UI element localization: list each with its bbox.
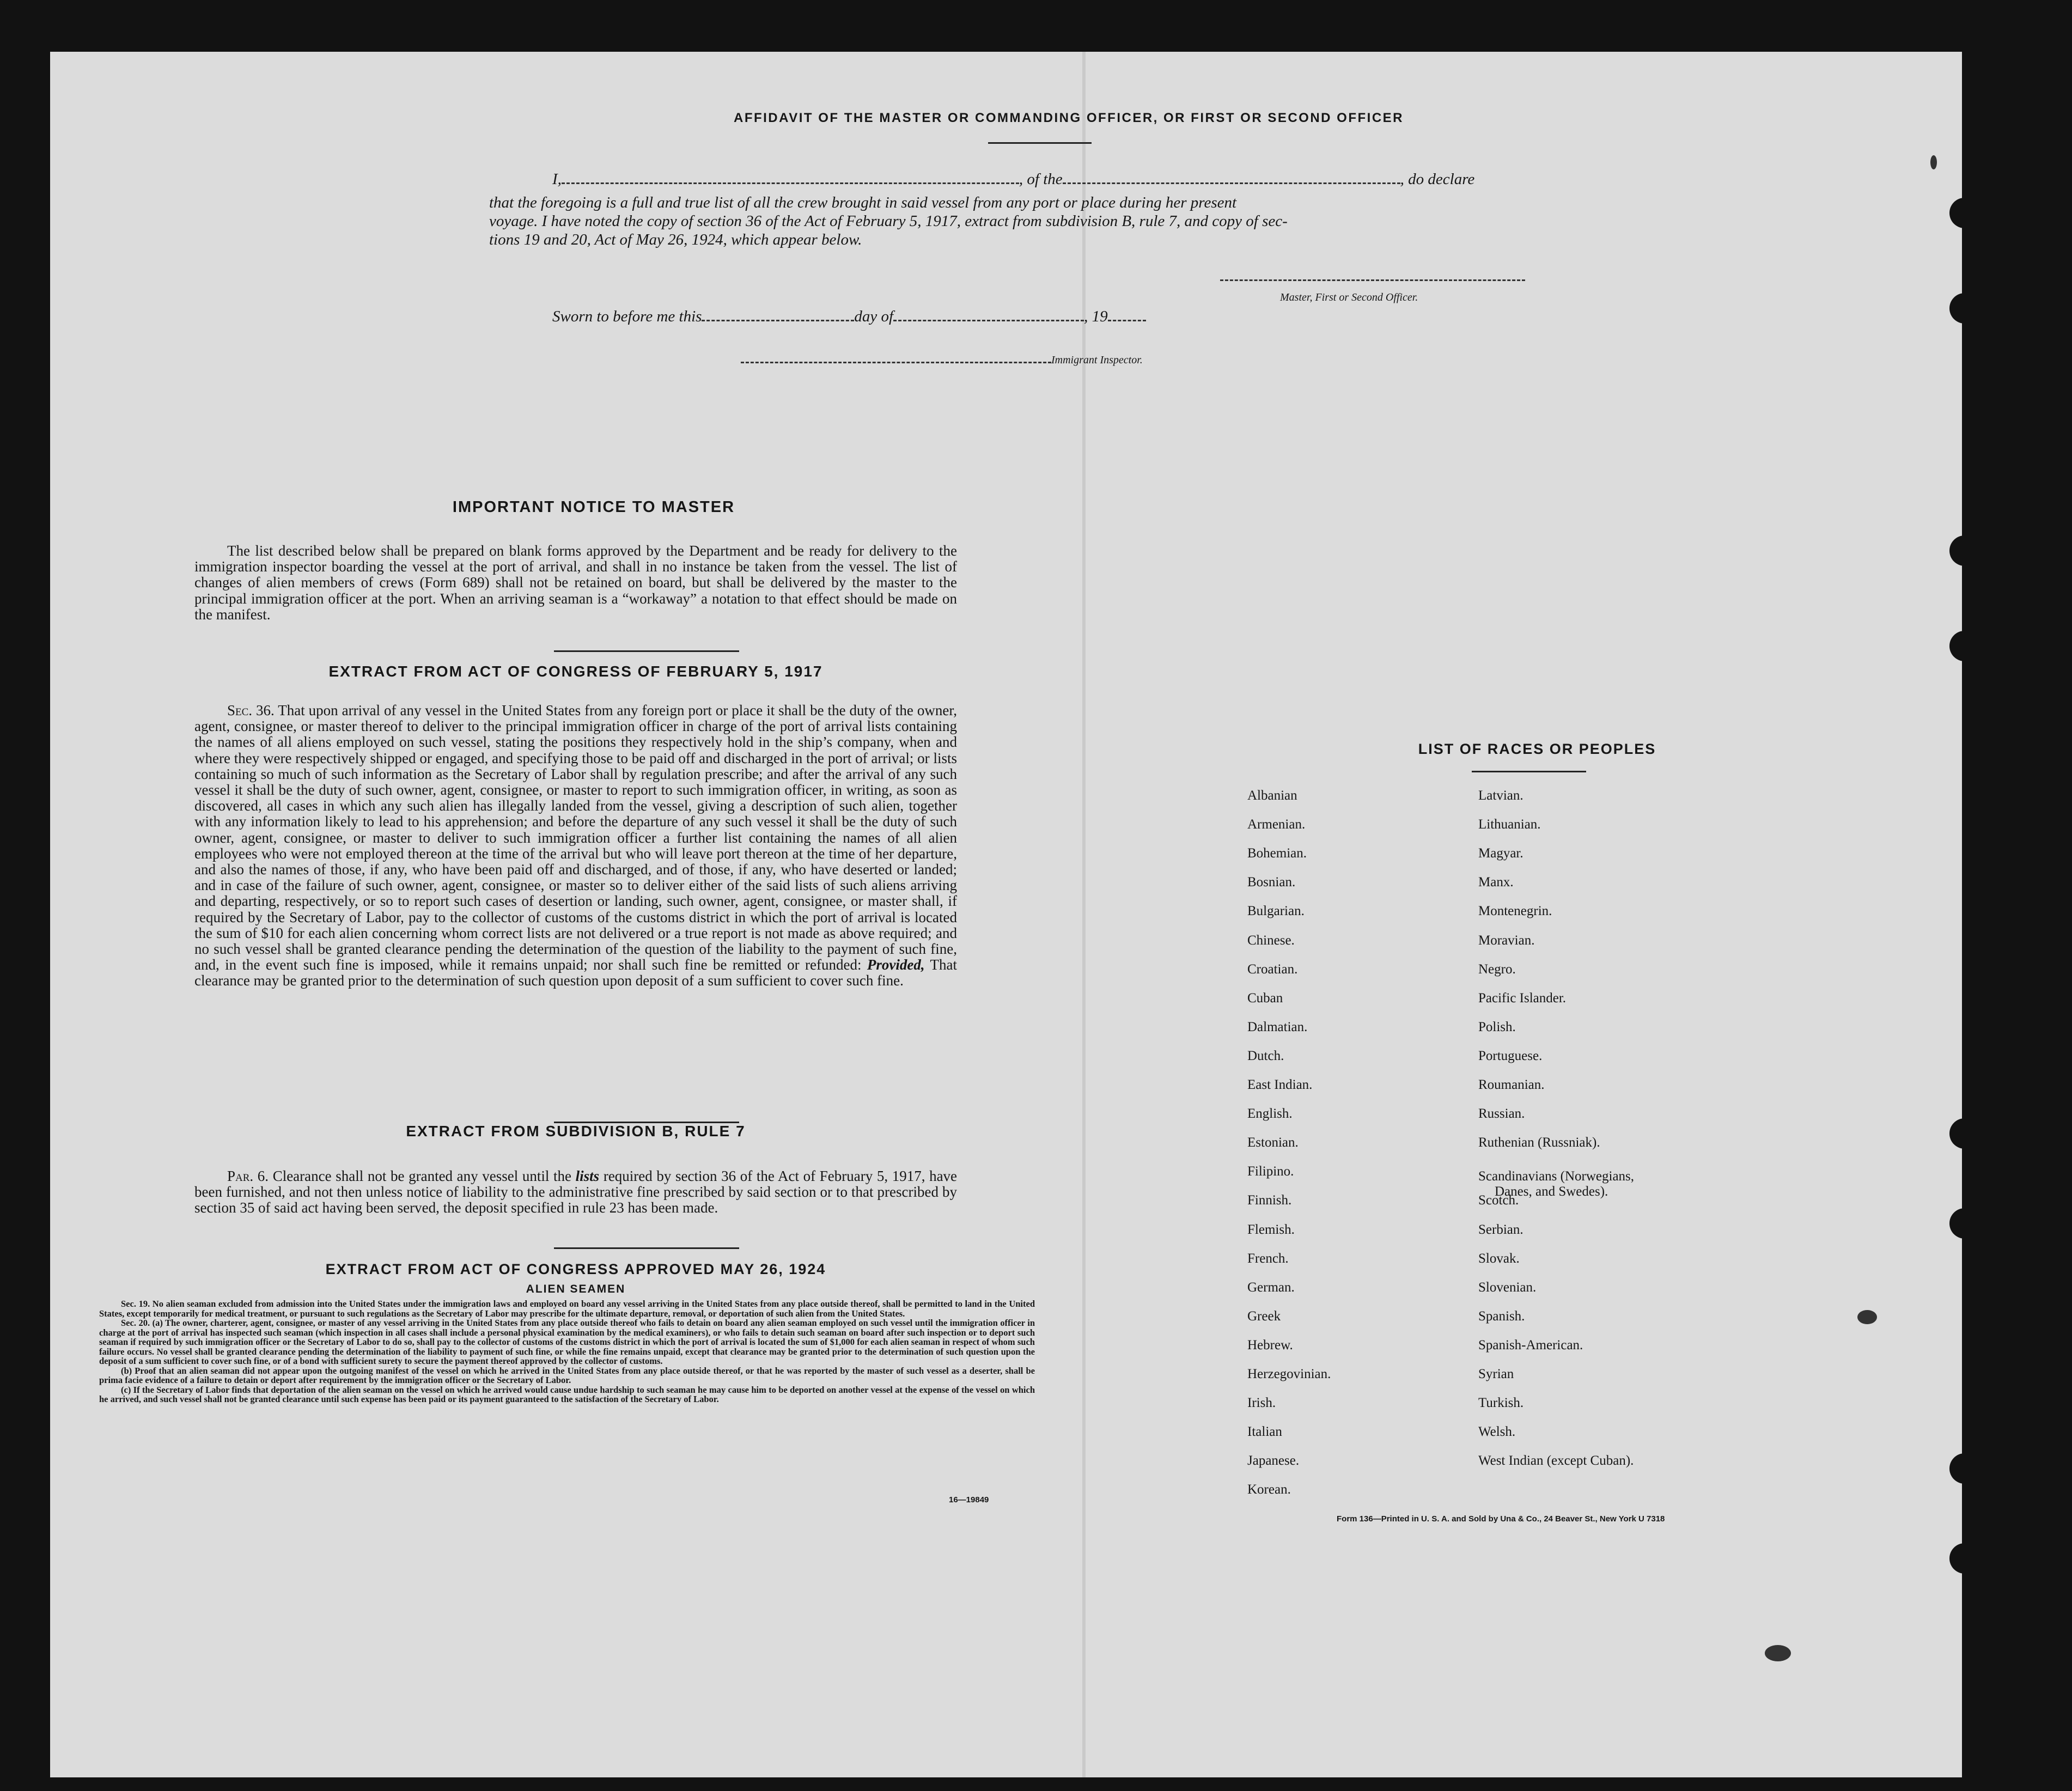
extract-1924-text <box>99 1299 1035 1404</box>
sec-36-body-end: That clearance may be granted prior to the determination of such question upon deposit of a sum sufficient to cover such fine. <box>194 957 958 989</box>
race-item: Estonian. <box>1247 1135 1299 1150</box>
race-item: Cuban <box>1247 990 1283 1006</box>
affidavit-title: AFFIDAVIT OF THE MASTER OR COMMANDING OFFICER, OR FIRST OR SECOND OFFICER <box>733 111 1404 125</box>
race-item: Flemish. <box>1247 1222 1295 1237</box>
race-item: West Indian (except Cuban). <box>1478 1453 1634 1469</box>
extract-1924-heading: EXTRACT FROM ACT OF CONGRESS APPROVED MAY 26, 1924 <box>325 1261 826 1277</box>
inspector-line <box>741 354 1143 367</box>
do-declare-label: , do declare <box>1400 170 1475 188</box>
binder-hole <box>1949 293 1962 324</box>
lists-label: lists <box>575 1168 600 1184</box>
race-item: Latvian. <box>1478 788 1523 803</box>
race-item: Bosnian. <box>1247 875 1296 890</box>
notice-text: The list described below shall be prepared on blank forms approved by the Department and be ready for delivery to the immigration inspector boarding the vessel at the port of arrival, and shall in no instance be taken from the vessel. The list of changes of alien members of crews (Form 689) shall not be retained on board, but shall be delivered by the master to the principal immigration officer at the port. When an arriving seaman is a “workaway” a notation to that effect should be made on the manifest. <box>194 543 957 623</box>
race-item: Polish. <box>1478 1019 1516 1034</box>
race-item: Dalmatian. <box>1247 1019 1308 1034</box>
race-item: Turkish. <box>1478 1396 1524 1411</box>
sworn-year-field[interactable] <box>1108 320 1146 321</box>
sworn-line <box>552 308 1146 326</box>
sec-20c-text: (c) If the Secretary of Labor finds that deportation of the alien seaman on the vessel on which he arrived would cause undue hardship to such seaman he may cause him to be deported on another vessel at the expense of the vessel on which he arrived, and such vessel shall not be granted clearance until such expense has been paid or its payment guaranteed to the satisfaction of the Secretary of Labor. <box>99 1384 1035 1404</box>
race-item: Spanish-American. <box>1478 1337 1583 1353</box>
sec-20a-text: Sec. 20. (a) The owner, charterer, agent, consignee, or master of any vessel arriving in the United States from any place outside thereof who fails to detain on board any alien seaman employed on such vessel until the immigration officer in charge at the port of arrival has inspected such seaman (which inspection in all cases shall include a personal physical examination by the medical examiners), or who fails to detain such seaman on board after such inspection or to deport such seaman if required by such immigration officer or the Secretary of Labor to do so, shall pay to the collector of customs of the customs district in which the port of arrival is located the sum of $1,000 for each alien seaman in respect of whom such failure occurs. No vessel shall be granted clearance pending the determination of the liability to payment of such fine, or while the fine remains unpaid, except that clearance may be granted prior to the determination of such question upon the deposit of a sum sufficient to cover such fine, or of a bond with sufficient surety to secure the payment thereof approved by the collector of customs. <box>99 1318 1035 1366</box>
binder-hole <box>1949 1208 1962 1239</box>
binder-hole <box>1949 1453 1962 1484</box>
race-item: Manx. <box>1478 875 1514 890</box>
binder-hole <box>1949 1543 1962 1574</box>
races-heading: LIST OF RACES OR PEOPLES <box>1418 741 1656 757</box>
race-item: Korean. <box>1247 1482 1291 1497</box>
race-item: Roumanian. <box>1478 1077 1545 1092</box>
declaration-text <box>489 193 1606 249</box>
race-item: Scandinavians (Norwegians, <box>1478 1169 1635 1184</box>
race-item: French. <box>1247 1251 1289 1266</box>
race-item: Greek <box>1247 1308 1281 1324</box>
race-item: Scotch. <box>1478 1193 1519 1208</box>
race-item: German. <box>1247 1280 1295 1295</box>
document-page <box>50 52 1962 1777</box>
binder-hole <box>1949 535 1962 566</box>
race-item: Croatian. <box>1247 961 1298 977</box>
i-label: I, <box>552 170 562 188</box>
title-underline <box>988 142 1092 144</box>
printer-footer: Form 136—Printed in U. S. A. and Sold by Una & Co., 24 Beaver St., New York U 7318 <box>1337 1514 1665 1524</box>
binder-hole <box>1949 198 1962 228</box>
form-code: 16—19849 <box>949 1495 989 1504</box>
rule7-heading: EXTRACT FROM SUBDIVISION B, RULE 7 <box>406 1123 746 1140</box>
race-item: Japanese. <box>1247 1453 1300 1469</box>
race-item: Lithuanian. <box>1478 817 1541 832</box>
race-item: English. <box>1247 1106 1293 1122</box>
race-item: Syrian <box>1478 1367 1514 1381</box>
declaration-line-1: that the foregoing is a full and true list of all the crew brought in said vessel from any port or place during her present <box>489 194 1237 211</box>
sec-20b-text: (b) Proof that an alien seaman did not appear upon the outgoing manifest of the vessel on which he arrived in the United States from any place outside thereof, or that he was reported by the master of such vessel as a deserter, shall be prima facie evidence of a failure to detain or deport after requirement by the immigration officer or the Secretary of Labor. <box>99 1365 1035 1385</box>
notice-heading: IMPORTANT NOTICE TO MASTER <box>452 498 735 516</box>
race-item: Finnish. <box>1247 1193 1292 1208</box>
race-item: Italian <box>1247 1424 1282 1440</box>
of-the-label: , of the <box>1019 170 1063 188</box>
ink-blot <box>1930 155 1937 169</box>
races-underline <box>1472 771 1586 772</box>
section-divider <box>554 1247 739 1249</box>
race-item: Herzegovinian. <box>1247 1367 1331 1381</box>
declaration-line-3: tions 19 and 20, Act of May 26, 1924, which appear below. <box>489 231 862 248</box>
inspector-label: Immigrant Inspector. <box>1051 354 1143 366</box>
vessel-field[interactable] <box>1063 182 1400 184</box>
race-item: Moravian. <box>1478 933 1535 948</box>
inspector-signature-field[interactable] <box>741 362 1051 363</box>
race-item: Ruthenian (Russniak). <box>1478 1135 1600 1150</box>
race-item: East Indian. <box>1247 1077 1313 1092</box>
sworn-day-field[interactable] <box>702 320 854 321</box>
name-field[interactable] <box>562 182 1019 184</box>
race-item: Bohemian. <box>1247 846 1307 861</box>
race-item: Hebrew. <box>1247 1337 1293 1353</box>
race-item: Pacific Islander. <box>1478 990 1567 1006</box>
year-label: , 19 <box>1084 308 1108 325</box>
sworn-label: Sworn to before me this <box>552 308 702 325</box>
race-item: Danes, and Swedes). <box>1495 1184 1608 1199</box>
section-divider <box>554 650 739 652</box>
master-signature-field[interactable] <box>1220 279 1525 281</box>
sec-36-body: That upon arrival of any vessel in the United States from any foreign port or place it shall be the duty of the owner, agent, consignee, or master thereof to deliver to the principal immigration officer in charge of the port of arrival lists containing the names of all aliens employed on such vessel, stating the positions they respectively hold in the ship’s company, when and where they were respectively shipped or engaged, and specifying those to be paid off and discharged in the port of arrival; or lists containing so much of such information as the Secretary of Labor shall by regulation prescribe; and after the arrival of any such vessel it shall be the duty of such owner, agent, consignee, or master to report to such immigration officer, in writing, as soon as discovered, all cases in which any such alien has illegally landed from the vessel, giving a description of such alien, together with any information likely to lead to his apprehension; and before the departure of any such vessel it shall be the duty of such owner, agent, consignee, or master to deliver to such immigration officer a further list containing the names of all alien employees who were not employed thereon at the time of the arrival but who will leave port thereon at the time of her departure, and also the names of those, if any, who have been paid off and discharged, and of those, if any, who have deserted or landed; and in case of the failure of such owner, agent, consignee, or master so to deliver either of the said lists of such aliens arriving and departing, respectively, or so to report such cases of desertion or landing, such owner, agent, consignee, or master shall, if required by the Secretary of Labor, pay to the collector of customs of the customs district in which the port of arrival is located the sum of $10 for each alien concerning whom correct lists are not delivered or a true report is not made as above required; and no such vessel shall be granted clearance pending the determination of the question of the liability to the payment of such fine, and, in the event such fine is imposed, while it remains unpaid; nor shall such fine be remitted or refunded: <box>194 702 957 973</box>
day-of-label: day of <box>854 308 894 325</box>
race-item: Welsh. <box>1478 1424 1516 1440</box>
race-item: Spanish. <box>1478 1308 1525 1324</box>
race-item: Magyar. <box>1478 846 1523 861</box>
alien-seamen-subheading: ALIEN SEAMEN <box>526 1283 626 1295</box>
declaration-line-2: voyage. I have noted the copy of section 36 of the Act of February 5, 1917, extract from subdivision B, rule 7, and copy of sec- <box>489 212 1288 230</box>
race-item: Irish. <box>1247 1396 1276 1411</box>
par-6-body-b: required by section 36 of the Act of February 5, 1917, have been furnished, and not then unless notice of liability to the administrative fine prescribed by said section or to that prescribed by section 35 of said act having been served, the deposit specified in rule 23 has been made. <box>194 1168 958 1216</box>
race-item: Bulgarian. <box>1247 904 1305 919</box>
race-item: Filipino. <box>1247 1164 1294 1179</box>
declaration-blanks-line <box>552 170 1620 188</box>
sec-19-text: Sec. 19. No alien seaman excluded from admission into the United States under the immigration laws and employed on board any vessel arriving in the United States from any place outside thereof, shall be permitted to land in the United States, except temporarily for medical treatment, or pursuant to such regulations as the Secretary of Labor may prescribe for the ultimate departure, removal, or deportation of such alien from the United States. <box>99 1299 1035 1319</box>
race-item: Portuguese. <box>1478 1048 1543 1063</box>
sec-36-label: Sec. 36. <box>227 702 275 718</box>
binder-hole <box>1949 1118 1962 1149</box>
par-6-label: Par. 6. <box>227 1168 269 1184</box>
race-item: Chinese. <box>1247 933 1295 948</box>
race-item: Slovenian. <box>1478 1280 1537 1295</box>
race-item: Montenegrin. <box>1478 904 1552 919</box>
sworn-month-field[interactable] <box>893 320 1084 321</box>
race-item: Russian. <box>1478 1106 1525 1122</box>
master-label: Master, First or Second Officer. <box>1280 291 1418 303</box>
race-item: Serbian. <box>1478 1222 1523 1237</box>
ink-blot <box>1765 1645 1791 1661</box>
race-item: Albanian <box>1247 788 1297 803</box>
race-item: Armenian. <box>1247 817 1306 832</box>
race-item: Dutch. <box>1247 1048 1284 1063</box>
ink-blot <box>1857 1310 1877 1324</box>
race-item: Negro. <box>1478 961 1516 977</box>
binder-hole <box>1949 631 1962 661</box>
race-item: Slovak. <box>1478 1251 1520 1266</box>
rule7-text <box>194 1168 957 1216</box>
extract-1917-heading: EXTRACT FROM ACT OF CONGRESS OF FEBRUARY 5, 1917 <box>328 663 823 680</box>
par-6-body-a: Clearance shall not be granted any vessel until the <box>272 1168 572 1184</box>
provided-label: Provided, <box>867 957 925 973</box>
extract-1917-text <box>194 703 957 989</box>
